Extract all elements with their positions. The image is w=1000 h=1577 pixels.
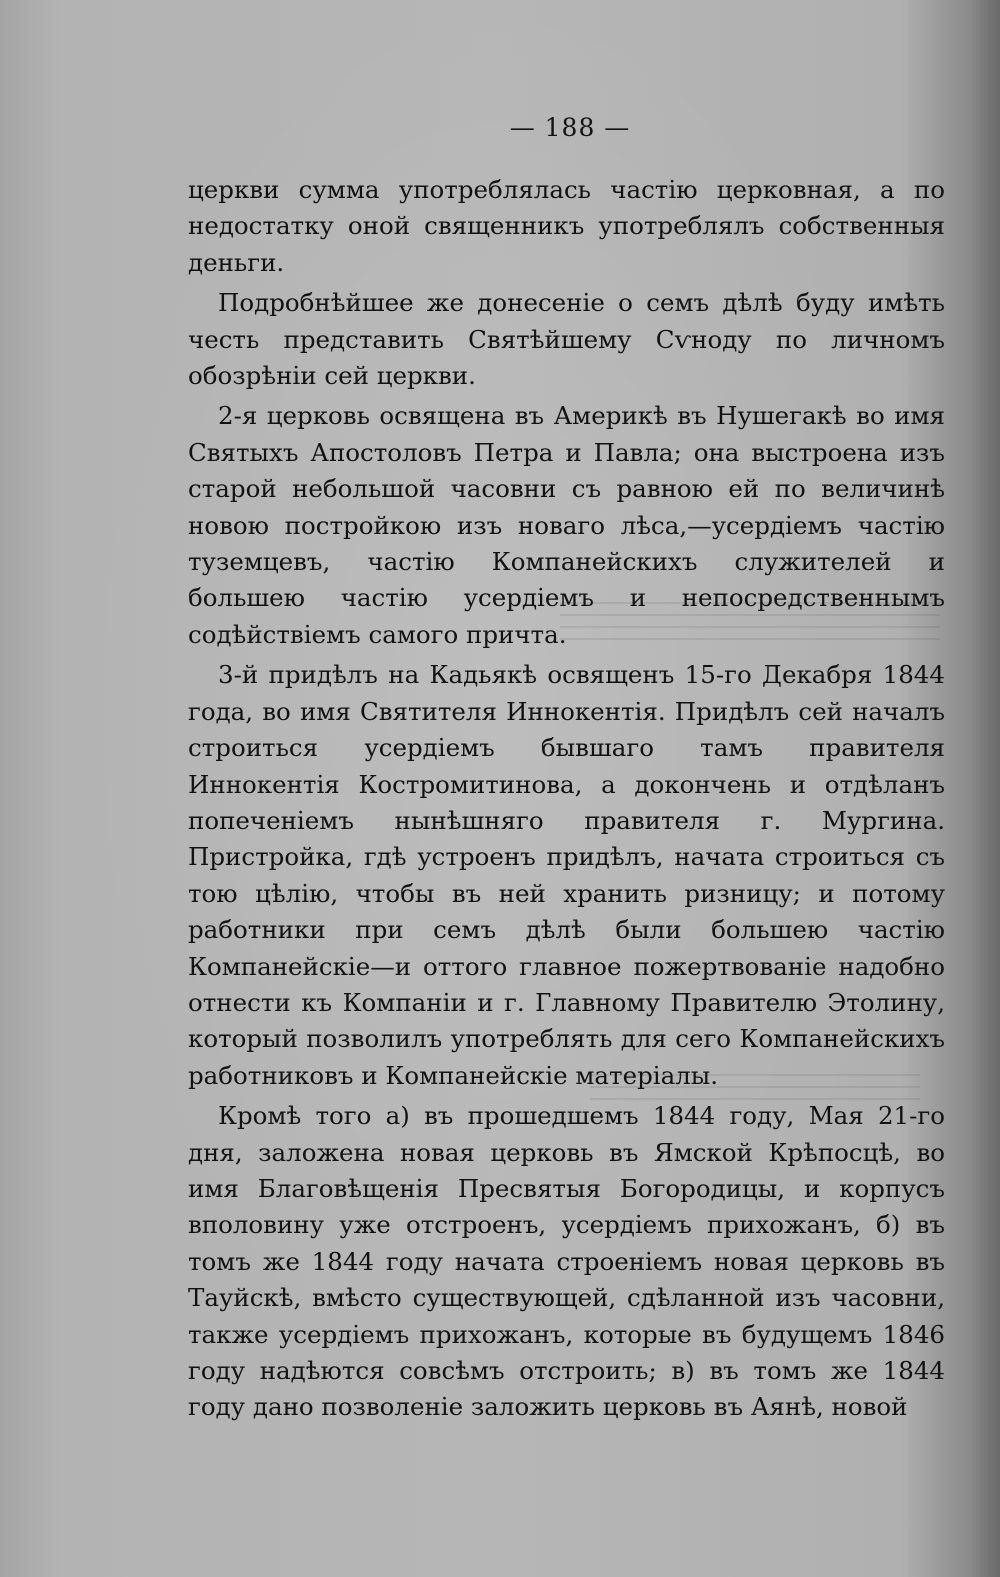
paragraph: 3-й придѣлъ на Кадьякѣ освященъ 15-го Декабря 1844 года, во имя Святителя Иннокентія. Придѣлъ сей началъ строиться усердіемъ бывшаго тамъ правителя Иннокентія Костромитинова, а докончень и отдѣланъ попеченіемъ нынѣшняго правителя г. Мургина. Пристройка, гдѣ устроенъ придѣлъ, начата строиться съ тою цѣлію, чтобы въ ней хранить ризницу; и потому работники при семъ дѣлѣ были большею частію Компанейскіе—и оттого главное пожертвованіе надобно отнести къ Компаніи и г. Главному Правителю Этолину, который позволилъ употреблять для сего Компанейскихъ работниковъ и Компанейскіе матеріалы. [188, 660, 945, 1090]
page-number: — 188 — [509, 113, 631, 142]
body-text [188, 172, 945, 1430]
paragraph: церкви сумма употреблялась частію церковная, а по недостатку оной священникъ употреблялъ собственныя деньги. [188, 175, 945, 277]
paragraph: Кромѣ того а) въ прошедшемъ 1844 году, Мая 21-го дня, заложена новая церковь въ Ямской Крѣпосцѣ, во имя Благовѣщенія Пресвятыя Богородицы, и корпусъ вполовину уже отстроенъ, усердіемъ прихожанъ, б) въ томъ же 1844 году начата строеніемъ новая церковь въ Тауйскѣ, вмѣсто существующей, сдѣланной изъ часовни, также усердіемъ прихожанъ, которые въ будущемъ 1846 году надѣются совсѣмъ отстроить; в) въ томъ же 1844 году дано позволеніе заложить церковь въ Аянѣ, новой [188, 1101, 945, 1422]
paragraph: Подробнѣйшее же донесеніе о семъ дѣлѣ буду имѣть честь представить Святѣйшему Сѵноду по личномъ обозрѣніи сей церкви. [188, 288, 945, 391]
paragraph: 2-я церковь освящена въ Америкѣ въ Нушегакѣ во имя Святыхъ Апостоловъ Петра и Павла; она выстроена изъ старой небольшой часовни съ равною ей по величинѣ новою постройкою изъ новаго лѣса,—усердіемъ частію туземцевъ, частію Компанейскихъ служителей и большею частію усердіемъ и непосредственнымъ содѣйствіемъ самого причта. [188, 401, 945, 649]
